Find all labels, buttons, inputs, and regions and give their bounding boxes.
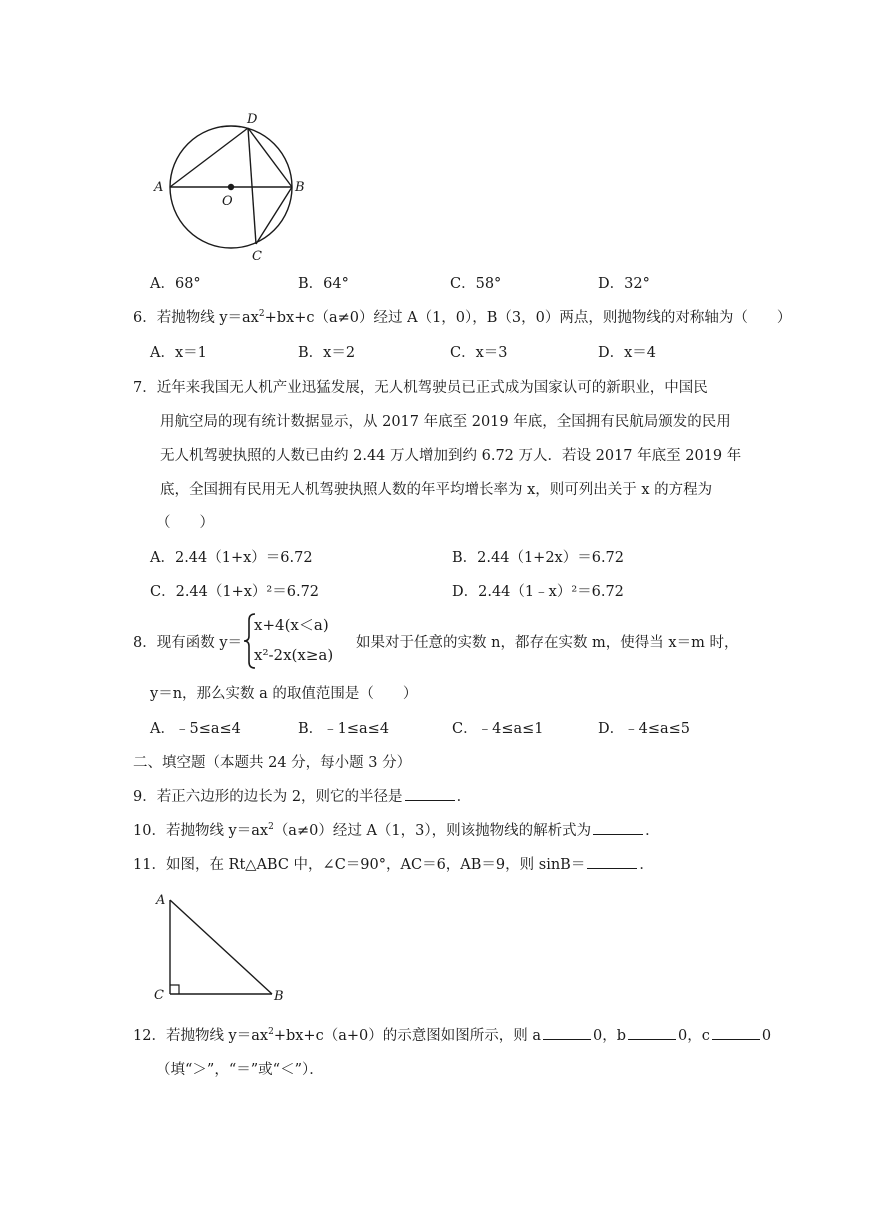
label-D: D (247, 112, 258, 127)
q8-piece-1: x+4(x＜a) (254, 616, 329, 634)
q6-option-d: D．x＝4 (598, 345, 657, 361)
q9-blank[interactable] (405, 799, 455, 801)
q8-option-b: B．﹣1≤a≤4 (298, 721, 390, 737)
q9-text (133, 785, 471, 806)
q7-line-3: 无人机驾驶执照的人数已由约 2.44 万人增加到约 6.72 万人．若设 2017 年底至 2019 年 (160, 448, 742, 464)
q10-blank[interactable] (593, 833, 643, 835)
q12-blank-c[interactable] (712, 1038, 760, 1040)
q10-text (133, 819, 660, 840)
q5-option-c: C．58° (450, 276, 502, 292)
q12-blank-a[interactable] (543, 1038, 591, 1040)
q11-text (133, 853, 654, 874)
q10-pre: 10．若抛物线 y＝ax (133, 823, 269, 839)
q10-post: ． (645, 823, 660, 839)
tri-label-B: B (274, 989, 284, 1004)
q6-sup: 2 (258, 309, 265, 320)
circle-figure (148, 108, 318, 268)
q12-line-2: （填“＞”，“＝”或“＜”）． (156, 1062, 324, 1078)
q6-number: 6． (133, 310, 157, 326)
q8-suffix: 如果对于任意的实数 n，都存在实数 m，使得当 x＝m 时， (356, 635, 739, 651)
q6-option-c: C．x＝3 (450, 345, 508, 361)
q12-text (133, 1024, 771, 1045)
q7-option-c: C．2.44（1+x）²＝6.72 (150, 584, 320, 600)
tri-label-A: A (156, 893, 166, 908)
q12-sup: 2 (268, 1027, 274, 1038)
q8-prefix: 8．现有函数 y＝ (133, 635, 243, 651)
q6-post: +bx+c（a≠0）经过 A（1，0），B（3，0）两点，则抛物线的对称轴为（ ） (264, 310, 792, 326)
q8-piece-2: x²-2x(x≥a) (254, 646, 334, 664)
q7-line-2: 用航空局的现有统计数据显示，从 2017 年底至 2019 年底，全国拥有民航局颁发的民用 (160, 414, 731, 430)
q12-pre: 12．若抛物线 y＝ax (133, 1028, 269, 1044)
q12-mid: +bx+c（a+0）的示意图如图所示，则 a (273, 1028, 541, 1044)
section-2-heading: 二、填空题（本题共 24 分，每小题 3 分） (133, 755, 412, 771)
q7-option-d: D．2.44（1﹣x）²＝6.72 (452, 584, 624, 600)
q11-pre: 11．如图，在 Rt△ABC 中，∠C＝90°，AC＝6，AB＝9，则 sinB＝ (133, 857, 586, 873)
q8-option-c: C．﹣4≤a≤1 (452, 721, 544, 737)
label-C: C (252, 249, 262, 264)
label-A: A (154, 180, 164, 195)
tri-label-C: C (154, 988, 164, 1003)
q6-text (133, 306, 791, 327)
q12-z2: 0，c (677, 1028, 710, 1044)
q12-z1: 0，b (592, 1028, 626, 1044)
q7-option-a: A．2.44（1+x）＝6.72 (150, 550, 313, 566)
q6-pre: 若抛物线 y＝ax (156, 310, 259, 326)
q12-blank-b[interactable] (628, 1038, 676, 1040)
q6-option-a: A．x＝1 (150, 345, 207, 361)
q7-line-5: （ ） (156, 515, 214, 531)
triangle-figure (150, 886, 300, 1008)
q7-line-4: 底，全国拥有民用无人机驾驶执照人数的年平均增长率为 x，则可列出关于 x 的方程为 (160, 482, 713, 498)
q8-line-2: y＝n，那么实数 a 的取值范围是（ ） (150, 686, 418, 702)
q5-option-d: D．32° (598, 276, 650, 292)
q11-post: ． (639, 857, 654, 873)
q5-option-b: B．64° (298, 276, 349, 292)
q8-option-d: D．﹣4≤a≤5 (598, 721, 691, 737)
q12-z3: 0 (761, 1028, 772, 1044)
label-O: O (222, 194, 233, 209)
q10-mid: （a≠0）经过 A（1，3），则该抛物线的解析式为 (273, 823, 592, 839)
q11-blank[interactable] (587, 867, 637, 869)
label-B: B (295, 180, 305, 195)
q8-option-a: A．﹣5≤a≤4 (150, 721, 241, 737)
q9-post: ． (456, 789, 472, 805)
q5-option-a: A．68° (150, 276, 201, 292)
q7-line-1: 7．近年来我国无人机产业迅猛发展，无人机驾驶员已正式成为国家认可的新职业，中国民 (133, 380, 708, 396)
q9-pre: 9．若正六边形的边长为 2，则它的半径是 (133, 789, 403, 805)
q10-sup: 2 (268, 822, 274, 833)
q7-option-b: B．2.44（1+2x）＝6.72 (452, 550, 625, 566)
q6-option-b: B．x＝2 (298, 345, 356, 361)
